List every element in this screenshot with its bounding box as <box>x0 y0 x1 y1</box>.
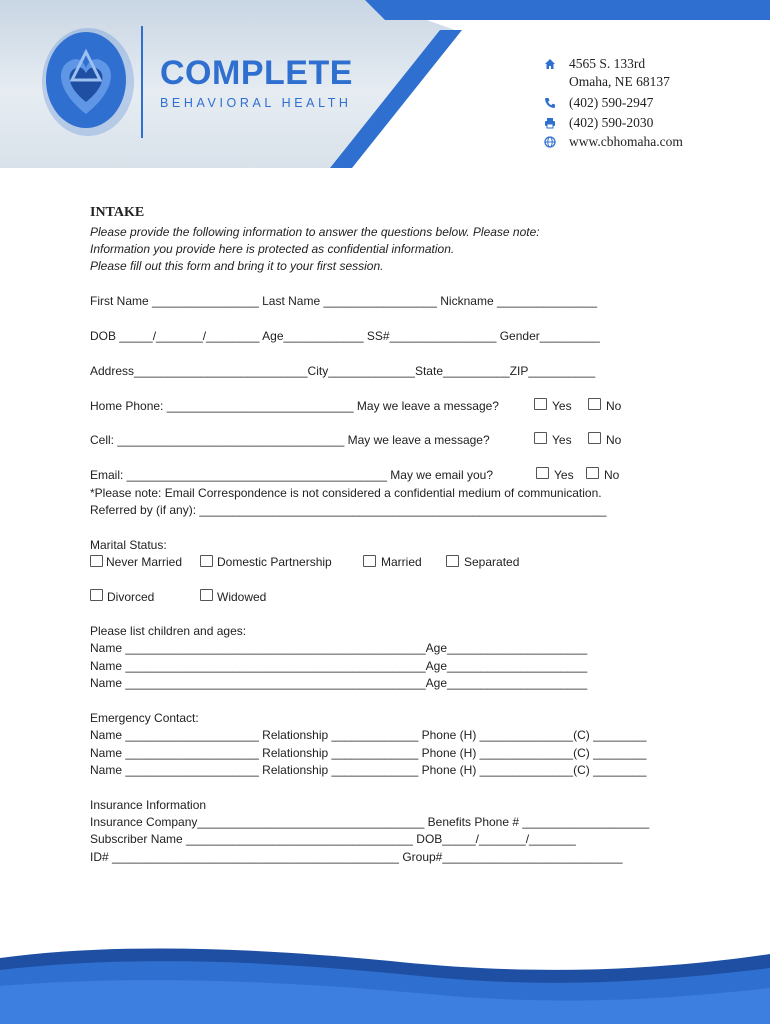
separated-checkbox[interactable] <box>446 555 459 567</box>
logo-divider <box>141 26 143 138</box>
never-married-checkbox[interactable] <box>90 555 103 567</box>
address-line2: Omaha, NE 68137 <box>569 74 670 89</box>
widowed-label: Widowed <box>217 590 267 604</box>
married-label: Married <box>381 555 422 569</box>
dob-fields[interactable]: DOB _____/_______/________ Age____________ SS#________________ Gender_________ <box>90 329 600 343</box>
emergency-contact-row[interactable]: Name ____________________ Relationship _____________ Phone (H) ______________(C) ________ <box>90 763 647 777</box>
never-married-label: Never Married <box>106 555 183 569</box>
insurance-label: Insurance Information <box>90 798 207 812</box>
footer-wave <box>0 940 770 1024</box>
phone-icon <box>544 97 556 109</box>
referred-by-field[interactable]: Referred by (if any): _____________________________________________________________ <box>90 503 607 517</box>
email-disclaimer: *Please note: Email Correspondence is not considered a confidential medium of communication. <box>90 486 602 500</box>
address-fields[interactable]: Address__________________________City_____________State__________ZIP__________ <box>90 364 596 378</box>
home-phone-field[interactable]: Home Phone: ____________________________ May we leave a message? <box>90 399 499 413</box>
email-yes-label: Yes <box>554 468 574 482</box>
phone-number: (402) 590-2947 <box>569 95 654 110</box>
letterhead <box>0 0 770 168</box>
cell-phone-field[interactable]: Cell: __________________________________ May we leave a message? <box>90 433 490 447</box>
heart-logo-icon <box>38 22 138 142</box>
form-title: INTAKE <box>90 205 145 220</box>
form-note-line-1: Please provide the following information to answer the questions below. Please note: <box>90 225 540 239</box>
form-note-line-3: Please fill out this form and bring it to your first session. <box>90 259 384 273</box>
widowed-checkbox[interactable] <box>200 589 213 601</box>
cell-no-checkbox[interactable] <box>588 432 601 444</box>
insurance-company-field[interactable]: Insurance Company__________________________________ Benefits Phone # ___________________ <box>90 815 650 829</box>
emergency-contact-label: Emergency Contact: <box>90 711 199 725</box>
logo-title: COMPLETE <box>160 54 353 92</box>
emergency-contact-row[interactable]: Name ____________________ Relationship _____________ Phone (H) ______________(C) ________ <box>90 746 647 760</box>
emergency-contact-row[interactable]: Name ____________________ Relationship _____________ Phone (H) ______________(C) ________ <box>90 728 647 742</box>
married-checkbox[interactable] <box>363 555 376 567</box>
marital-status-label: Marital Status: <box>90 538 167 552</box>
email-no-label: No <box>604 468 620 482</box>
home-phone-no-label: No <box>606 399 622 413</box>
divorced-label: Divorced <box>107 590 155 604</box>
form-note-line-2: Information you provide here is protected as confidential information. <box>90 242 455 256</box>
email-field[interactable]: Email: _______________________________________ May we email you? <box>90 468 493 482</box>
globe-icon <box>544 136 556 148</box>
domestic-partnership-checkbox[interactable] <box>200 555 213 567</box>
insurance-id-field[interactable]: ID# ___________________________________________ Group#___________________________ <box>90 850 623 864</box>
home-phone-yes-checkbox[interactable] <box>534 398 547 410</box>
cell-yes-checkbox[interactable] <box>534 432 547 444</box>
subscriber-field[interactable]: Subscriber Name __________________________________ DOB_____/_______/_______ <box>90 832 576 846</box>
home-icon <box>544 58 556 70</box>
domestic-partnership-label: Domestic Partnership <box>217 555 332 569</box>
divorced-checkbox[interactable] <box>90 589 103 601</box>
cell-no-label: No <box>606 433 622 447</box>
home-phone-no-checkbox[interactable] <box>588 398 601 410</box>
cell-yes-label: Yes <box>552 433 572 447</box>
address-line1: 4565 S. 133rd <box>569 56 646 71</box>
child-row[interactable]: Name _____________________________________________Age_____________________ <box>90 641 588 655</box>
email-yes-checkbox[interactable] <box>536 467 549 479</box>
fax-icon <box>544 117 556 129</box>
child-row[interactable]: Name _____________________________________________Age_____________________ <box>90 676 588 690</box>
separated-label: Separated <box>464 555 520 569</box>
home-phone-yes-label: Yes <box>552 399 572 413</box>
website-link[interactable]: www.cbhomaha.com <box>569 134 683 149</box>
logo-subtitle: BEHAVIORAL HEALTH <box>160 96 352 110</box>
children-label: Please list children and ages: <box>90 624 247 638</box>
child-row[interactable]: Name _____________________________________________Age_____________________ <box>90 659 588 673</box>
fax-number: (402) 590-2030 <box>569 115 654 130</box>
name-fields[interactable]: First Name ________________ Last Name _________________ Nickname _______________ <box>90 294 598 308</box>
email-no-checkbox[interactable] <box>586 467 599 479</box>
